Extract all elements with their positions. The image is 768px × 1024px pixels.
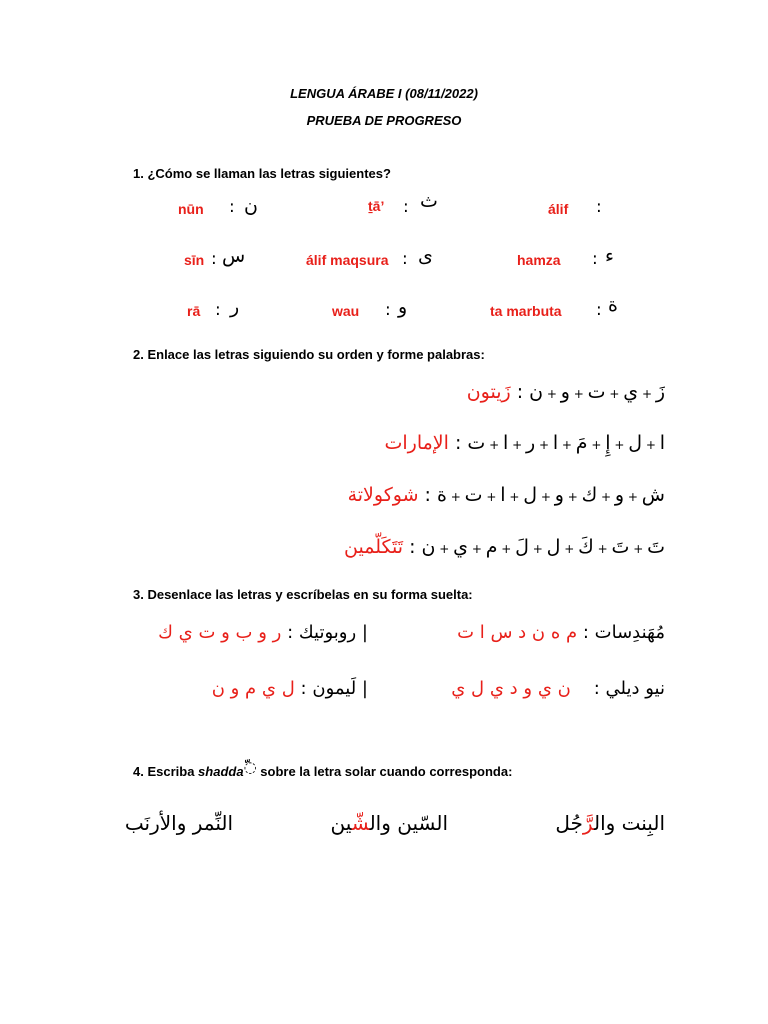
joined-word-answer: تَتَكَلّمين [344,536,404,558]
arabic-letter: ن [244,195,258,217]
letter-name: wau [332,303,360,319]
plus-sign: + [497,542,516,556]
arabic-letter: و [398,296,408,318]
chain-letter: ة [436,484,447,506]
colon: : [385,300,391,320]
unlink-row: نيو ديلي : ن ي و د ي ل ي [451,678,665,699]
plus-sign: + [610,438,629,452]
document-subtitle: PRUEBA DE PROGRESO [306,113,462,128]
colon: : [510,381,530,403]
unlink-row: | روبوتيك : ر و ب و ت ي ك [158,622,368,643]
chain-letter: م [485,536,498,558]
arabic-word: مُهَندِسات [594,622,665,643]
question-3: 3. Desenlace las letras y escríbelas en su forma suelta: [133,587,473,602]
unlink-row: مُهَندِسات : م ه ن د س ا ت [457,622,665,643]
letter-chain-row [344,536,665,558]
plus-sign: + [560,542,579,556]
plus-sign: + [537,490,555,504]
plus-sign: + [642,438,660,452]
chain-letter: ي [623,381,639,403]
chain-letter: ت [464,484,483,506]
joined-word-answer: الإمارات [384,432,449,454]
chain-letter: ل [628,432,643,454]
arabic-letter: ى [418,245,433,267]
plus-sign: + [468,542,486,556]
plus-sign: + [593,542,612,556]
chain-letter: تَ [647,536,665,558]
joined-word-answer: شوكولاتة [347,484,419,506]
shadda-symbol: ّ◌ [243,758,257,776]
plus-sign: + [508,438,526,452]
separated-letters: ن ي و د ي ل ي [451,678,571,699]
plus-sign: + [543,387,561,401]
unlink-row: | لَيمون : ل ي م و ن [211,678,368,699]
chain-letter: تَ [611,536,630,558]
chain-letter: مَ [575,432,588,454]
chain-letter: ل [546,536,561,558]
colon: : [418,484,437,506]
arabic-letter: ء [605,245,614,267]
chain-letter: كَ [578,536,594,558]
plus-sign: + [558,438,576,452]
plus-sign: + [482,490,501,504]
arabic-letter: ث [420,190,438,212]
chain-letter: ت [587,381,606,403]
letter-name: nūn [178,201,204,217]
letter-name: álif [548,201,569,217]
letter-name: sīn [184,252,205,268]
colon: : [596,300,602,320]
colon: : [403,197,409,217]
chain-letter: ش [641,484,665,506]
letter-chain-row [467,381,665,403]
plus-sign: + [569,387,588,401]
separated-letters: ر و ب و ت ي ك [158,622,282,643]
arabic-letter: ة [608,294,618,316]
question-2: 2. Enlace las letras siguiendo su orden y forme palabras: [133,347,485,362]
plus-sign: + [587,438,606,452]
letter-chain-row [385,432,666,454]
separated-letters: م ه ن د س ا ت [457,622,578,643]
colon: : [448,432,468,454]
colon: : [592,249,598,269]
plus-sign: + [528,542,547,556]
chain-letter: لَ [515,536,529,558]
shadda-pair: البِنت والرَّجُل [555,811,665,835]
question-1: 1. ¿Cómo se llaman las letras siguientes? [133,166,391,181]
plus-sign: + [638,387,656,401]
chain-letter: ا [552,432,559,454]
letter-name: ta marbuta [490,303,562,319]
chain-letter: ت [467,432,486,454]
chain-letter: إِ [605,432,611,454]
separator: | [361,622,368,643]
chain-letter: و [554,484,564,506]
plus-sign: + [597,490,615,504]
plus-sign: + [563,490,582,504]
colon: : [402,249,408,269]
chain-letter: ا [500,484,506,506]
letter-name: álif maqsura [306,252,389,268]
colon: : [215,300,221,320]
chain-letter: ك [581,484,598,506]
shadda-pair: النِّمر والأرنَب [124,811,233,835]
letter-name: rā [187,303,201,319]
arabic-letter: س [222,245,246,267]
joined-word-answer: زَيتون [466,381,511,403]
separated-letters: ل ي م و ن [211,678,295,699]
plus-sign: + [485,438,503,452]
chain-letter: و [614,484,625,506]
letter-chain-row [348,484,665,506]
chain-letter: زَ [655,381,665,403]
question-4: 4. Escriba shaddaّ◌ sobre la letra solar cuando corresponda: [133,758,513,779]
plus-sign: + [435,542,454,556]
chain-letter: ن [421,536,436,558]
plus-sign: + [605,387,624,401]
arabic-word: نيو ديلي [605,678,665,699]
chain-letter: ر [525,432,536,454]
shadda-pair: السّين والشّين [330,811,448,835]
plus-sign: + [624,490,642,504]
plus-sign: + [446,490,465,504]
letter-name: ṯā’ [368,198,385,214]
separator: | [361,678,368,699]
arabic-word: لَيمون [312,678,357,699]
chain-letter: و [560,381,570,403]
chain-letter: ل [523,484,537,506]
chain-letter: ا [502,432,509,454]
arabic-letter: ر [230,296,240,318]
plus-sign: + [535,438,553,452]
plus-sign: + [629,542,648,556]
chain-letter: ا [659,432,665,454]
letter-name: hamza [517,252,561,268]
colon: : [211,249,217,269]
colon: : [596,197,602,217]
document-title: LENGUA ÁRABE I (08/11/2022) [290,86,478,101]
chain-letter: ي [453,536,469,558]
arabic-word: روبوتيك [298,622,357,643]
chain-letter: ن [529,381,544,403]
plus-sign: + [505,490,524,504]
colon: : [229,197,235,217]
colon: : [403,536,422,558]
